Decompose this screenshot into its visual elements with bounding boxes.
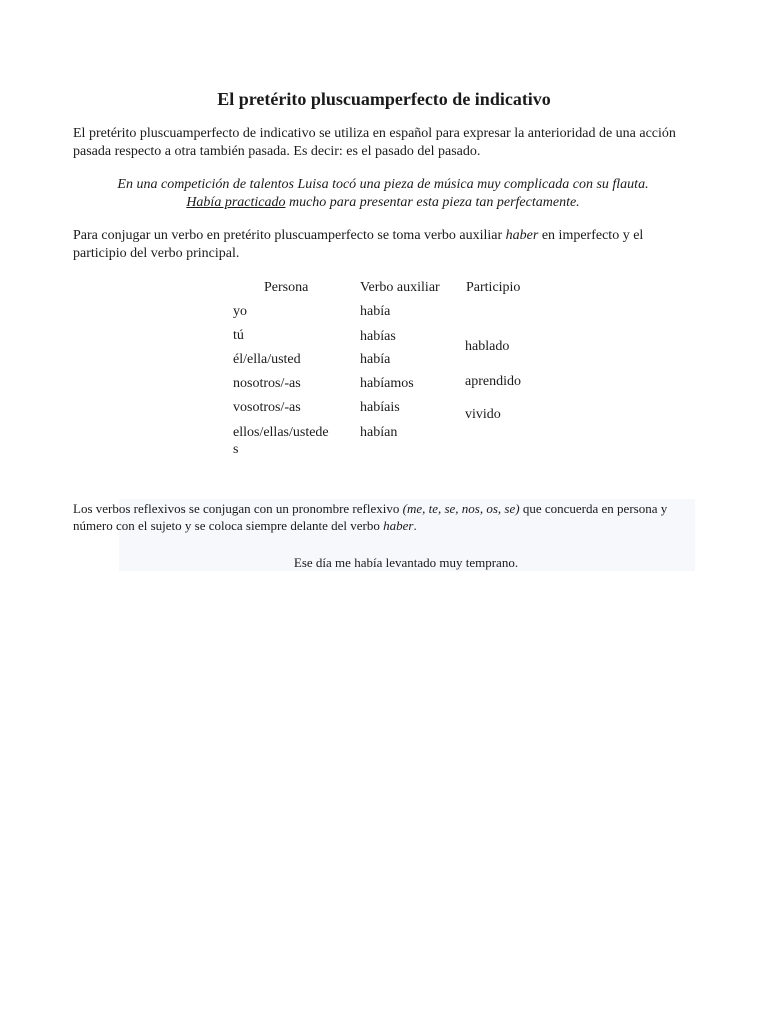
conj-text-italic: haber [505,228,539,243]
row-persona-vosotros: vosotros/-as [233,400,301,415]
row-aux-yo: había [360,304,391,319]
reflex-verb-haber: haber [383,518,414,533]
conjugation-paragraph [73,227,698,263]
header-auxiliar: Verbo auxiliar [360,280,440,295]
row-aux-nosotros: habíamos [360,376,414,391]
conj-text-before: Para conjugar un verbo en pretérito pluscuamperfecto se toma verbo auxiliar [73,228,506,243]
example-line-2: mucho para presentar esta pieza tan perfectamente. [285,195,580,210]
example-line-1: En una competición de talentos Luisa tocó una pieza de música muy complicada con su flauta. [117,177,649,192]
conj-text-after: en imperfecto y el participio del verbo principal. [73,228,644,261]
intro-paragraph: El pretérito pluscuamperfecto de indicativo se utiliza en español para expresar la anterioridad de una acción pasada respecto a otra también pasada. Es decir: es el pasado del pasado. [73,126,676,159]
reflex-text-end: . [413,518,417,533]
reflexive-example: Ese día me había levantado muy temprano. [293,555,519,570]
reflex-pronouns: (me, te, se, nos, os, se) [402,501,520,516]
row-aux-el: había [360,352,391,367]
row-persona-ellos: ellos/ellas/ustede s [233,425,329,457]
reflex-text-middle: que concuerda en persona y número con el sujeto y se coloca siempre delante del verbo [73,501,668,533]
reflex-text-before: Los verbos reflexivos se conjugan con un pronombre reflexivo [73,501,403,516]
row-persona-el: él/ella/usted [233,352,301,367]
reflexive-section [73,499,695,571]
participio-aprendido: aprendido [465,374,521,389]
row-aux-tu: habías [360,329,396,344]
conjugation-table [224,279,544,469]
row-persona-tu: tú [233,328,244,343]
participio-vivido: vivido [465,407,501,422]
reflexive-paragraph [73,500,693,534]
row-persona-yo: yo [233,304,247,319]
header-participio: Participio [466,280,521,295]
participio-hablado: hablado [465,339,510,354]
example-sentence [73,176,693,212]
example-underlined-verb: Había practicado [186,195,286,210]
page-title: El pretérito pluscuamperfecto de indicativo [217,89,551,109]
row-aux-ellos: habían [360,425,398,440]
row-aux-vosotros: habíais [360,400,400,415]
header-persona: Persona [264,280,309,295]
row-persona-nosotros: nosotros/-as [233,376,301,391]
